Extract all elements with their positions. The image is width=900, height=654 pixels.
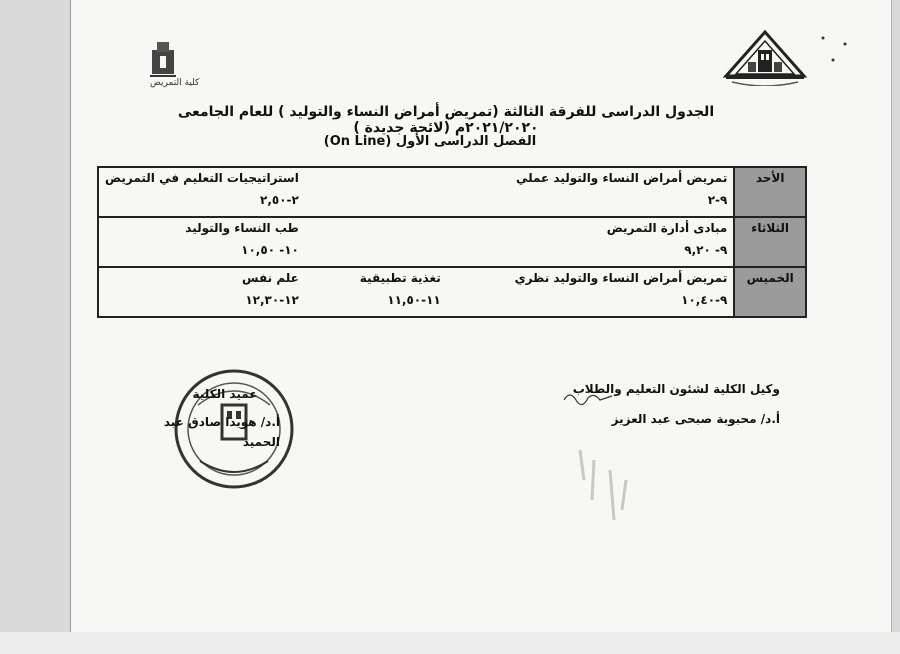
schedule-cell xyxy=(98,267,305,317)
course-time: ١٠- ١٠,٥٠ xyxy=(241,243,299,257)
dean-signature-block xyxy=(140,384,280,452)
schedule-table xyxy=(97,166,807,318)
day-cell: الثلاثاء xyxy=(734,217,806,267)
schedule-cell xyxy=(447,267,735,317)
university-logo-icon xyxy=(722,28,808,86)
course-time: ٩- ٩,٢٠ xyxy=(684,243,728,257)
table-row xyxy=(98,217,806,267)
course-name: تمريض أمراض النساء والتوليد نظري xyxy=(514,271,728,285)
vice-dean-title: وكيل الكلية لشئون التعليم والطلاب xyxy=(572,382,780,396)
course-time: ١١-١١,٥٠ xyxy=(387,293,441,307)
schedule-cell xyxy=(98,217,305,267)
vice-dean-name: أ.د/ محبوبة صبحى عبد العزيز xyxy=(611,412,780,426)
scan-edge xyxy=(0,632,900,654)
schedule-cell xyxy=(305,217,447,267)
page-title: الجدول الدراسى للفرقة الثالثة (تمريض أمراض النساء والتوليد ) للعام الجامعى ٢٠٢١/٢٠٢٠م (لائحة جديدة ) xyxy=(177,104,715,136)
day-cell: الخميس xyxy=(734,267,806,317)
course-time: ١٢-١٢,٣٠ xyxy=(245,293,299,307)
course-name: استراتيجيات التعليم في التمريض xyxy=(105,171,299,185)
schedule-cell xyxy=(98,167,305,217)
table-row xyxy=(98,267,806,317)
scan-artifact-icon xyxy=(570,440,650,530)
page-subtitle: الفصل الدراسى الأول (On Line) xyxy=(323,134,537,149)
binder-hole-icon xyxy=(815,30,855,70)
handwritten-signature-icon xyxy=(560,388,620,408)
schedule-cell xyxy=(447,167,735,217)
schedule-cell xyxy=(305,267,447,317)
course-name: مبادى أدارة التمريض xyxy=(606,221,728,235)
dean-title: عميد الكلية xyxy=(192,387,258,401)
course-name: تغذية تطبيقية xyxy=(359,271,441,285)
schedule-cell xyxy=(305,167,447,217)
course-name: علم نفس xyxy=(242,271,299,285)
dean-name: أ.د/ هويدا صادق عبد الحميد xyxy=(163,415,280,449)
course-name: طب النساء والتوليد xyxy=(185,221,299,235)
table-row xyxy=(98,167,806,217)
course-time: ٩-٢ xyxy=(707,193,728,207)
day-cell: الأحد xyxy=(734,167,806,217)
faculty-logo-caption: كلية التمريض xyxy=(150,78,200,88)
course-name: تمريض أمراض النساء والتوليد عملي xyxy=(515,171,728,185)
course-time: ٩-١٠,٤٠ xyxy=(681,293,728,307)
course-time: ٢-٢,٥٠ xyxy=(260,193,299,207)
schedule-cell xyxy=(447,217,735,267)
